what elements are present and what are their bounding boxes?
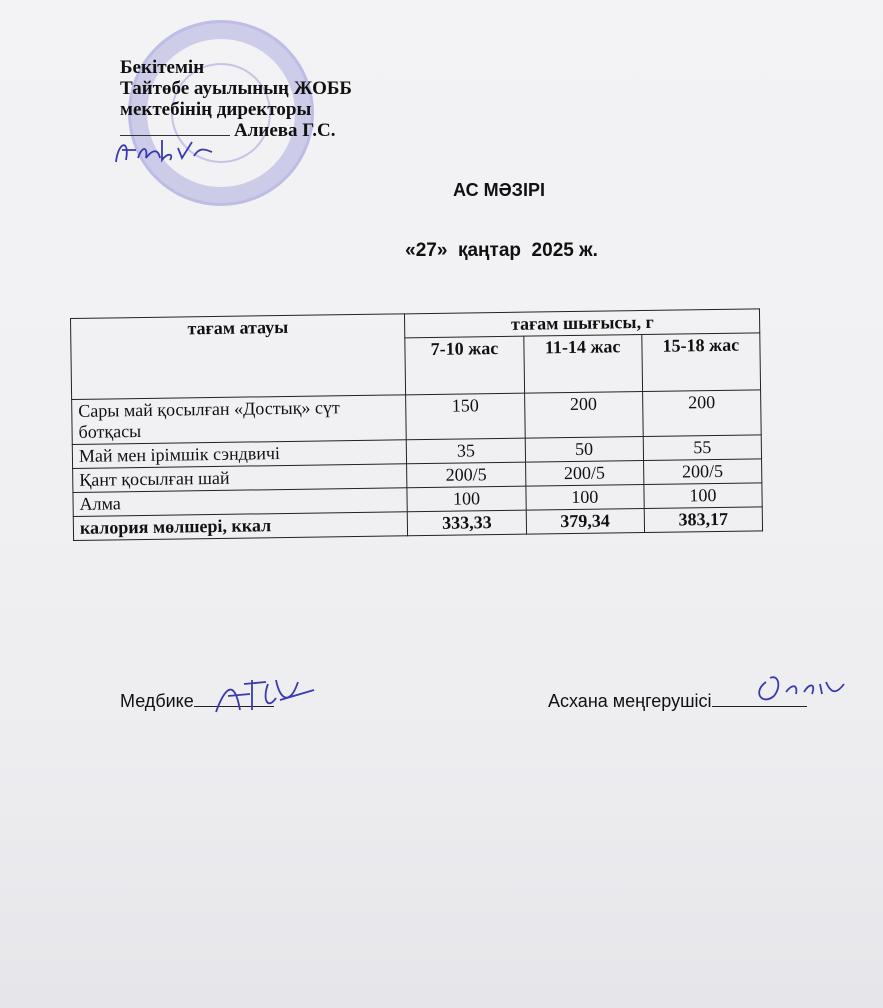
approval-line-1: Бекітемін [120, 57, 205, 78]
nurse-signature [210, 670, 320, 720]
portion-value: 100 [644, 483, 763, 509]
header-age-3: 15-18 жас [642, 333, 761, 392]
header-age-2: 11-14 жас [523, 335, 642, 394]
canteen-label: Асхана меңгерушісі [548, 691, 712, 711]
portion-value: 50 [525, 437, 644, 463]
approval-line-2: Тайтөбе ауылының ЖОББ [120, 78, 352, 99]
dish-name: Қант қосылған шай [73, 464, 408, 493]
director-signature [108, 132, 218, 172]
menu-date: «27» қаңтар 2025 ж. [405, 240, 598, 261]
header-age-1: 7-10 жас [405, 336, 524, 395]
portion-value: 35 [407, 438, 526, 464]
dish-name: Сары май қосылған «Достық» сүт ботқасы [72, 395, 407, 445]
menu-table [70, 308, 763, 541]
approval-block [120, 57, 352, 141]
page-title: АС МӘЗІРІ [453, 180, 545, 200]
portion-value: 200/5 [525, 461, 644, 487]
portion-value: 200/5 [643, 459, 762, 485]
approval-line-3: мектебінің директоры [120, 99, 312, 120]
portion-value: 200 [524, 392, 643, 439]
nurse-label: Медбике [120, 691, 194, 711]
portion-value: 100 [407, 486, 526, 512]
portion-value: 200 [642, 390, 761, 437]
portion-value: 100 [526, 485, 645, 511]
header-output: тағам шығысы, г [405, 309, 760, 338]
canteen-signature [752, 662, 852, 712]
header-dish-name: тағам атауы [71, 314, 407, 400]
portion-value: 55 [643, 435, 762, 461]
total-value: 379,34 [526, 509, 645, 535]
dish-name: Май мен ірімшік сэндвичі [72, 440, 407, 469]
portion-value: 200/5 [407, 462, 526, 488]
director-name: Алиева Г.С. [234, 120, 336, 141]
portion-value: 150 [406, 393, 525, 440]
dish-name: Алма [73, 488, 408, 517]
total-value: 333,33 [408, 510, 527, 536]
total-label: калория мөлшері, ккал [73, 512, 408, 541]
total-value: 383,17 [644, 507, 763, 533]
